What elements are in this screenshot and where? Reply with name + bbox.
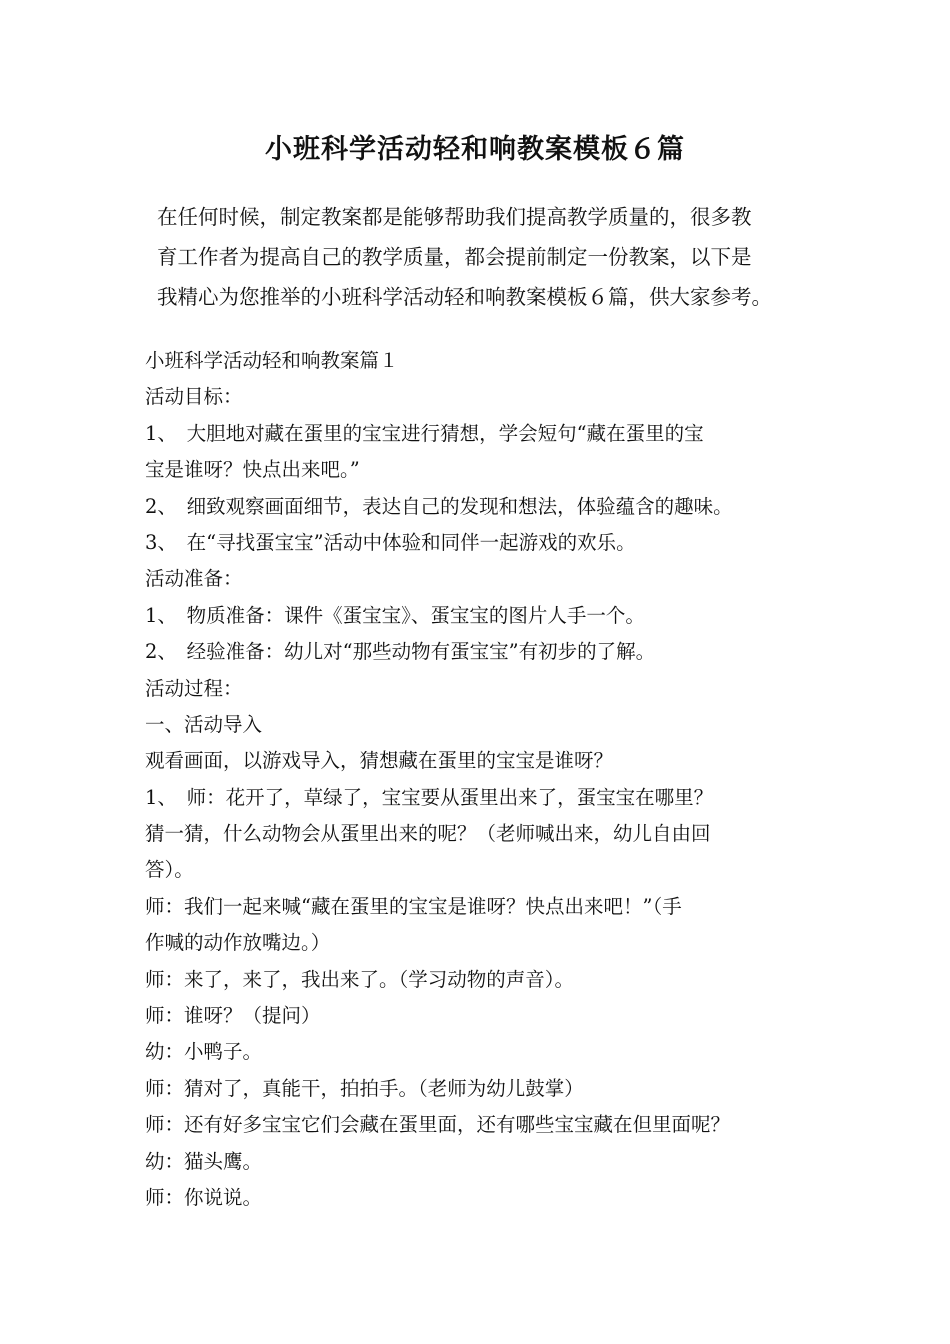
preparation-item: 2、 经验准备：幼儿对“那些动物有蛋宝宝”有初步的了解。 [145, 640, 656, 664]
text-line: 观看画面，以游戏导入，猜想藏在蛋里的宝宝是谁呀？ [145, 749, 614, 773]
section-heading: 小班科学活动轻和响教案篇１ [145, 349, 399, 372]
intro-line: 我精心为您推举的小班科学活动轻和响教案模板６篇，供大家参考。 [157, 285, 772, 309]
text-line: 师：我们一起来喊“藏在蛋里的宝宝是谁呀？快点出来吧！”（手 [145, 894, 682, 918]
preparation-item: 1、 物质准备：课件《蛋宝宝》、蛋宝宝的图片人手一个。 [145, 603, 645, 627]
text-line: 1、 师：花开了，草绿了，宝宝要从蛋里出来了，蛋宝宝在哪里？ [145, 785, 714, 809]
document-title: 小班科学活动轻和响教案模板６篇 [265, 134, 685, 165]
goal-item: 3、 在“寻找蛋宝宝”活动中体验和同伴一起游戏的欢乐。 [145, 530, 636, 554]
text-line: 答）。 [145, 858, 194, 882]
text-line: 师：还有好多宝宝它们会藏在蛋里面，还有哪些宝宝藏在但里面呢？ [145, 1113, 731, 1137]
text-line: 猜一猜，什么动物会从蛋里出来的呢？（老师喊出来，幼儿自由回 [145, 822, 711, 846]
subheading-goals: 活动目标： [145, 385, 243, 409]
goal-item: 2、 细致观察画面细节，表达自己的发现和想法，体验蕴含的趣味。 [145, 494, 733, 518]
text-line: 作喊的动作放嘴边。） [145, 931, 331, 955]
text-line: 师：谁呀？（提问） [145, 1004, 321, 1028]
text-line: 幼：小鸭子。 [145, 1040, 263, 1064]
goal-item: 1、 大胆地对藏在蛋里的宝宝进行猜想，学会短句“藏在蛋里的宝 [145, 421, 704, 445]
text-line: 师：来了，来了，我出来了。（学习动物的声音）。 [145, 967, 575, 991]
subheading-process: 活动过程： [145, 676, 243, 700]
document-body [145, 343, 815, 1216]
intro-line: 育工作者为提高自己的教学质量，都会提前制定一份教案，以下是 [157, 245, 752, 269]
subheading-preparation: 活动准备： [145, 567, 243, 591]
process-step-heading: 一、活动导入 [145, 712, 263, 736]
text-line: 幼：猫头鹰。 [145, 1149, 263, 1173]
text-line: 师：你说说。 [145, 1185, 263, 1209]
intro-paragraph [145, 197, 815, 317]
goal-item-continued: 宝是谁呀？快点出来吧。” [145, 458, 360, 482]
text-line: 师：猜对了，真能干，拍拍手。（老师为幼儿鼓掌） [145, 1076, 584, 1100]
intro-line: 在任何时候，制定教案都是能够帮助我们提高教学质量的，很多教 [157, 205, 752, 229]
